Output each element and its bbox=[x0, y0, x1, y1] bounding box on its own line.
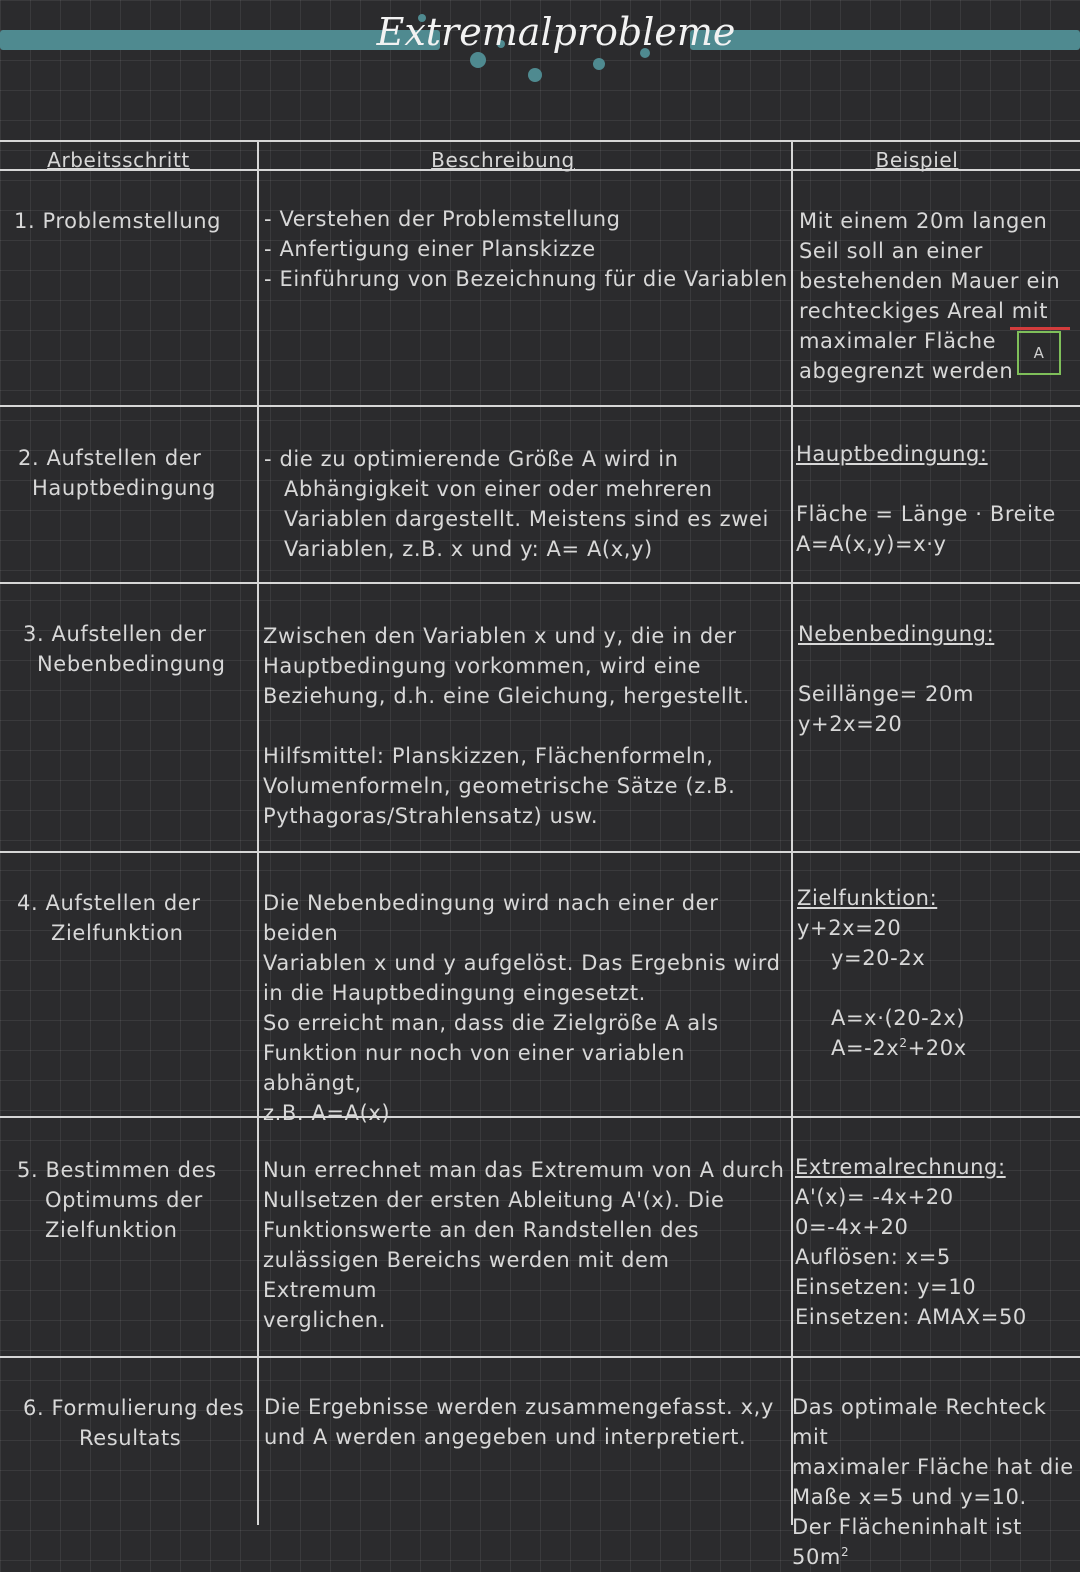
step-cell bbox=[17, 888, 256, 948]
description-cell bbox=[264, 444, 789, 564]
description-text: Nullsetzen der ersten Ableitung A'(x). Die bbox=[263, 1188, 725, 1212]
formula-part: +20x bbox=[907, 1036, 967, 1060]
column-divider bbox=[257, 140, 259, 1525]
description-text: Funktionswerte an den Randstellen des bbox=[263, 1218, 700, 1242]
example-text: 0=-4x+20 bbox=[795, 1215, 909, 1239]
column-divider bbox=[791, 140, 793, 1525]
example-text: A'(x)= -4x+20 bbox=[795, 1185, 954, 1209]
description-text: Hilfsmittel: Planskizzen, Flächenformeln, bbox=[263, 744, 714, 768]
step-text: Resultats bbox=[79, 1426, 182, 1450]
spacer bbox=[263, 711, 789, 741]
example-text bbox=[797, 1033, 1078, 1063]
row-divider bbox=[0, 405, 1080, 407]
description-text: - Verstehen der Problemstellung bbox=[264, 207, 621, 231]
description-cell bbox=[264, 204, 789, 294]
description-text: Die Ergebnisse werden zusammengefasst. x,y bbox=[264, 1395, 774, 1419]
header-beschreibung: Beschreibung bbox=[431, 148, 575, 172]
example-cell bbox=[796, 439, 1078, 559]
example-text: Seil soll an einer bbox=[799, 239, 983, 263]
example-text: maximaler Fläche bbox=[799, 329, 997, 353]
example-text: rechteckiges Areal mit bbox=[799, 299, 1049, 323]
step-text: 6. Formulierung des bbox=[23, 1396, 245, 1420]
description-text: verglichen. bbox=[263, 1308, 386, 1332]
description-text: Zwischen den Variablen x und y, die in der bbox=[263, 624, 737, 648]
step-text: 1. Problemstellung bbox=[14, 209, 222, 233]
result-text: Der Flächeninhalt ist 50m bbox=[792, 1515, 1022, 1569]
description-text: Funktion nur noch von einer variablen abhängt, bbox=[263, 1041, 686, 1095]
example-text: Fläche = Länge · Breite bbox=[796, 502, 1056, 526]
description-text: - die zu optimierende Größe A wird in bbox=[264, 447, 679, 471]
step-text: Nebenbedingung bbox=[37, 652, 226, 676]
formula-part: A=-2x bbox=[831, 1036, 900, 1060]
exponent: 2 bbox=[840, 1545, 850, 1559]
area-sketch: A bbox=[1017, 331, 1061, 375]
example-text: bestehenden Mauer ein bbox=[799, 269, 1061, 293]
table-border bbox=[0, 140, 1080, 142]
example-title: Zielfunktion: bbox=[797, 886, 938, 910]
description-text: Variablen, z.B. x und y: A= A(x,y) bbox=[284, 537, 653, 561]
example-text: Seillänge= 20m bbox=[798, 682, 975, 706]
example-text: Einsetzen: y=10 bbox=[795, 1275, 977, 1299]
header-arbeitsschritt: Arbeitsschritt bbox=[47, 148, 190, 172]
description-text: - Anfertigung einer Planskizze bbox=[264, 237, 596, 261]
description-text: Abhängigkeit von einer oder mehreren bbox=[284, 477, 713, 501]
description-text: Volumenformeln, geometrische Sätze (z.B. bbox=[263, 774, 736, 798]
description-text: Variablen x und y aufgelöst. Das Ergebnis wird bbox=[263, 951, 781, 975]
row-divider bbox=[0, 1356, 1080, 1358]
example-text: Auflösen: x=5 bbox=[795, 1245, 951, 1269]
step-cell bbox=[18, 443, 256, 503]
row-divider bbox=[0, 851, 1080, 853]
description-cell bbox=[264, 1392, 789, 1452]
example-text: y+2x=20 bbox=[798, 712, 903, 736]
decor-dot bbox=[593, 58, 605, 70]
example-text: Maße x=5 und y=10. bbox=[792, 1485, 1027, 1509]
example-text: Mit einem 20m langen bbox=[799, 209, 1048, 233]
wall-line bbox=[1010, 327, 1070, 330]
example-text: A=A(x,y)=x·y bbox=[796, 532, 947, 556]
spacer bbox=[796, 469, 1078, 499]
description-cell bbox=[263, 1155, 789, 1335]
example-text: y+2x=20 bbox=[797, 916, 902, 940]
step-text: Hauptbedingung bbox=[32, 476, 216, 500]
step-text: 5. Bestimmen des bbox=[17, 1158, 217, 1182]
description-cell bbox=[263, 621, 789, 831]
spacer bbox=[798, 649, 1078, 679]
description-text: in die Hauptbedingung eingesetzt. bbox=[263, 981, 646, 1005]
example-text: abgegrenzt werden bbox=[799, 359, 1014, 383]
example-title: Hauptbedingung: bbox=[796, 442, 988, 466]
description-text: z.B. A=A(x) bbox=[263, 1101, 391, 1125]
example-cell bbox=[798, 619, 1078, 739]
example-text: A=x·(20-2x) bbox=[831, 1006, 966, 1030]
decor-dot bbox=[470, 52, 486, 68]
step-cell bbox=[23, 1393, 256, 1453]
step-text: 4. Aufstellen der bbox=[17, 891, 201, 915]
row-divider bbox=[0, 582, 1080, 584]
example-text: maximaler Fläche hat die bbox=[792, 1455, 1074, 1479]
header-beispiel: Beispiel bbox=[875, 148, 959, 172]
example-title: Extremalrechnung: bbox=[795, 1155, 1006, 1179]
example-cell bbox=[795, 1152, 1078, 1332]
example-cell bbox=[792, 1392, 1079, 1572]
description-text: zulässigen Bereichs werden mit dem Extremum bbox=[263, 1248, 670, 1302]
step-cell bbox=[17, 1155, 256, 1245]
description-text: Variablen dargestellt. Meistens sind es zwei bbox=[284, 507, 769, 531]
description-cell bbox=[263, 888, 789, 1128]
decor-dot bbox=[528, 68, 542, 82]
description-text: Beziehung, d.h. eine Gleichung, hergestellt. bbox=[263, 684, 750, 708]
description-text: Pythagoras/Strahlensatz) usw. bbox=[263, 804, 599, 828]
page-title: Extremalprobleme bbox=[376, 10, 736, 54]
description-text: Hauptbedingung vorkommen, wird eine bbox=[263, 654, 702, 678]
example-text: y=20-2x bbox=[831, 946, 926, 970]
step-text: Zielfunktion bbox=[45, 1218, 178, 1242]
description-text: - Einführung von Bezeichnung für die Variablen bbox=[264, 267, 788, 291]
step-text: Zielfunktion bbox=[51, 921, 184, 945]
description-text: So erreicht man, dass die Zielgröße A als bbox=[263, 1011, 719, 1035]
step-text: 3. Aufstellen der bbox=[23, 622, 207, 646]
example-text: Einsetzen: AMAX=50 bbox=[795, 1305, 1027, 1329]
step-cell bbox=[23, 619, 256, 679]
example-title: Nebenbedingung: bbox=[798, 622, 995, 646]
example-text: Das optimale Rechteck mit bbox=[792, 1395, 1047, 1449]
step-text: Optimums der bbox=[45, 1188, 203, 1212]
step-text: 2. Aufstellen der bbox=[18, 446, 202, 470]
example-cell bbox=[797, 883, 1078, 1063]
exponent: 2 bbox=[899, 1036, 908, 1050]
step-cell bbox=[14, 206, 254, 236]
description-text: Nun errechnet man das Extremum von A durch bbox=[263, 1158, 785, 1182]
spacer bbox=[797, 973, 1078, 1003]
example-text bbox=[792, 1512, 1079, 1572]
description-text: und A werden angegeben und interpretiert. bbox=[264, 1425, 747, 1449]
description-text: Die Nebenbedingung wird nach einer der beiden bbox=[263, 891, 719, 945]
